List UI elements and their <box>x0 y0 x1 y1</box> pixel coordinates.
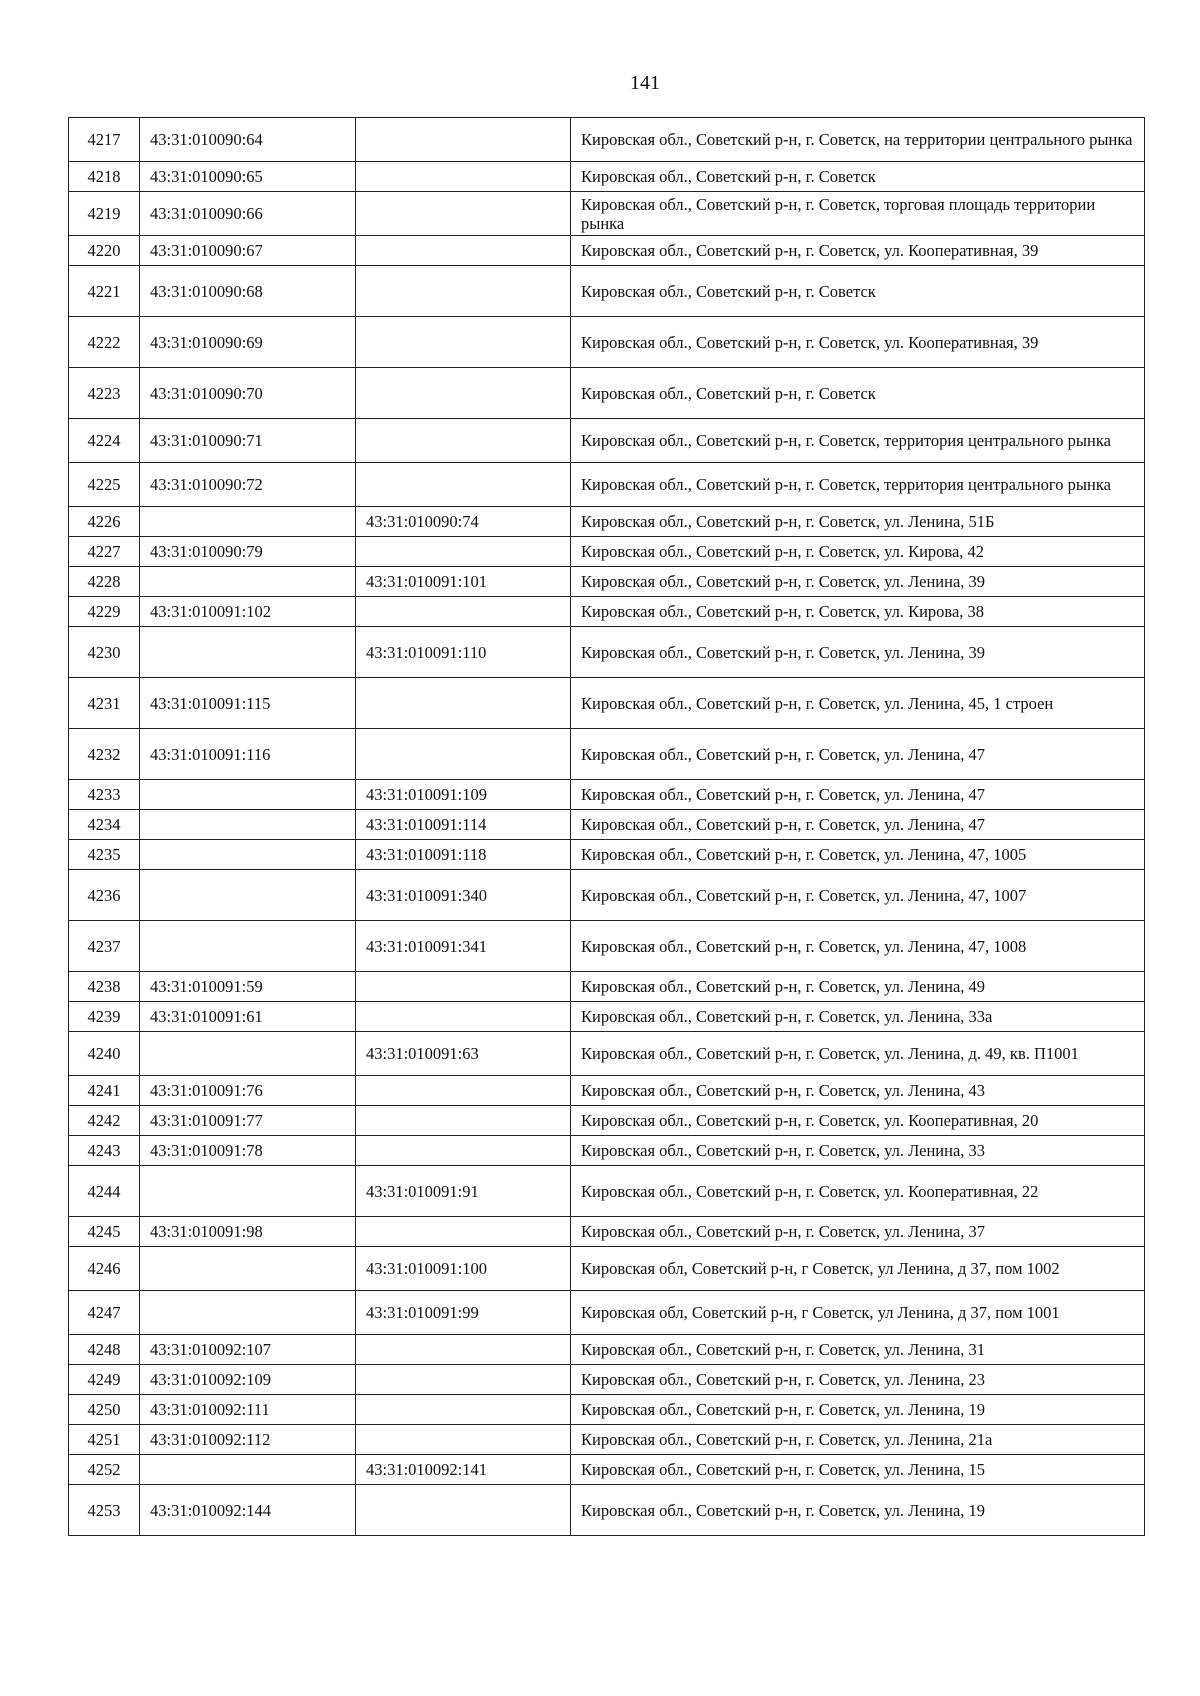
cadastral-number-alt-cell <box>356 1136 571 1166</box>
row-number-cell: 4247 <box>69 1291 140 1335</box>
table-row <box>69 597 1145 627</box>
table-row <box>69 537 1145 567</box>
cadastral-number-alt-cell <box>356 1076 571 1106</box>
table-row <box>69 729 1145 780</box>
cadastral-number-alt-cell <box>356 118 571 162</box>
address-cell: Кировская обл., Советский р-н, г. Советск, ул. Кирова, 38 <box>571 597 1145 627</box>
table-row <box>69 1136 1145 1166</box>
cadastral-number-cell: 43:31:010090:66 <box>140 192 356 236</box>
address-cell: Кировская обл., Советский р-н, г. Советск <box>571 368 1145 419</box>
row-number-cell: 4229 <box>69 597 140 627</box>
cadastral-number-alt-cell <box>356 236 571 266</box>
table-row <box>69 567 1145 597</box>
cadastral-number-alt-cell <box>356 972 571 1002</box>
address-cell: Кировская обл., Советский р-н, г. Советск, ул. Ленина, 47 <box>571 729 1145 780</box>
address-cell: Кировская обл., Советский р-н, г. Советск, на территории центрального рынка <box>571 118 1145 162</box>
table-row <box>69 921 1145 972</box>
table-row <box>69 780 1145 810</box>
cadastral-number-cell <box>140 1032 356 1076</box>
cadastral-number-alt-cell <box>356 678 571 729</box>
table-row <box>69 1365 1145 1395</box>
row-number-cell: 4231 <box>69 678 140 729</box>
address-cell: Кировская обл., Советский р-н, г. Советск, ул. Ленина, 49 <box>571 972 1145 1002</box>
cadastral-number-cell <box>140 567 356 597</box>
row-number-cell: 4246 <box>69 1247 140 1291</box>
table-row <box>69 1217 1145 1247</box>
cadastral-number-cell: 43:31:010091:115 <box>140 678 356 729</box>
cadastral-number-alt-cell: 43:31:010090:74 <box>356 507 571 537</box>
address-cell: Кировская обл., Советский р-н, г. Советск, территория центрального рынка <box>571 419 1145 463</box>
table-row <box>69 678 1145 729</box>
cadastral-number-cell <box>140 1455 356 1485</box>
row-number-cell: 4243 <box>69 1136 140 1166</box>
address-cell: Кировская обл., Советский р-н, г. Советск, ул. Ленина, 15 <box>571 1455 1145 1485</box>
cadastral-number-alt-cell <box>356 1395 571 1425</box>
cadastral-number-alt-cell <box>356 729 571 780</box>
cadastral-number-alt-cell: 43:31:010092:141 <box>356 1455 571 1485</box>
address-cell: Кировская обл., Советский р-н, г. Советск, ул. Ленина, 33а <box>571 1002 1145 1032</box>
table-row <box>69 1455 1145 1485</box>
address-cell: Кировская обл., Советский р-н, г. Советск, ул. Ленина, 47, 1007 <box>571 870 1145 921</box>
table-row <box>69 1247 1145 1291</box>
cadastral-number-alt-cell: 43:31:010091:340 <box>356 870 571 921</box>
cadastral-number-cell: 43:31:010092:111 <box>140 1395 356 1425</box>
table-row <box>69 1291 1145 1335</box>
address-cell: Кировская обл., Советский р-н, г. Советск, ул. Кооперативная, 20 <box>571 1106 1145 1136</box>
table-row <box>69 118 1145 162</box>
table-row <box>69 972 1145 1002</box>
row-number-cell: 4252 <box>69 1455 140 1485</box>
address-cell: Кировская обл., Советский р-н, г. Советск, ул. Ленина, 47 <box>571 810 1145 840</box>
cadastral-number-cell <box>140 1247 356 1291</box>
cadastral-number-cell <box>140 921 356 972</box>
cadastral-number-cell: 43:31:010091:61 <box>140 1002 356 1032</box>
address-cell: Кировская обл., Советский р-н, г. Советск, ул. Ленина, 21а <box>571 1425 1145 1455</box>
address-cell: Кировская обл., Советский р-н, г. Советск <box>571 266 1145 317</box>
address-cell: Кировская обл., Советский р-н, г. Советск, ул. Ленина, 47, 1005 <box>571 840 1145 870</box>
cadastral-number-alt-cell <box>356 1365 571 1395</box>
table-row <box>69 368 1145 419</box>
row-number-cell: 4232 <box>69 729 140 780</box>
cadastral-number-alt-cell <box>356 1106 571 1136</box>
row-number-cell: 4248 <box>69 1335 140 1365</box>
cadastral-number-alt-cell <box>356 317 571 368</box>
cadastral-number-alt-cell <box>356 162 571 192</box>
cadastral-number-alt-cell: 43:31:010091:100 <box>356 1247 571 1291</box>
cadastral-number-alt-cell: 43:31:010091:63 <box>356 1032 571 1076</box>
cadastral-number-cell <box>140 627 356 678</box>
cadastral-number-alt-cell: 43:31:010091:341 <box>356 921 571 972</box>
cadastral-number-cell: 43:31:010091:102 <box>140 597 356 627</box>
row-number-cell: 4226 <box>69 507 140 537</box>
cadastral-number-alt-cell <box>356 266 571 317</box>
cadastral-number-alt-cell: 43:31:010091:110 <box>356 627 571 678</box>
row-number-cell: 4228 <box>69 567 140 597</box>
table-row <box>69 840 1145 870</box>
row-number-cell: 4242 <box>69 1106 140 1136</box>
row-number-cell: 4227 <box>69 537 140 567</box>
row-number-cell: 4239 <box>69 1002 140 1032</box>
row-number-cell: 4240 <box>69 1032 140 1076</box>
row-number-cell: 4241 <box>69 1076 140 1106</box>
cadastral-number-alt-cell <box>356 537 571 567</box>
row-number-cell: 4223 <box>69 368 140 419</box>
cadastral-number-cell: 43:31:010091:116 <box>140 729 356 780</box>
cadastral-number-alt-cell <box>356 1425 571 1455</box>
table-row <box>69 507 1145 537</box>
table-row <box>69 266 1145 317</box>
cadastral-number-alt-cell: 43:31:010091:101 <box>356 567 571 597</box>
cadastral-number-cell: 43:31:010090:71 <box>140 419 356 463</box>
cadastral-number-alt-cell <box>356 597 571 627</box>
address-cell: Кировская обл., Советский р-н, г. Советск, ул. Кооперативная, 39 <box>571 236 1145 266</box>
cadastral-number-alt-cell <box>356 1217 571 1247</box>
cadastral-number-alt-cell: 43:31:010091:114 <box>356 810 571 840</box>
cadastral-number-cell: 43:31:010090:65 <box>140 162 356 192</box>
address-cell: Кировская обл., Советский р-н, г. Советск, ул. Ленина, 45, 1 строен <box>571 678 1145 729</box>
row-number-cell: 4224 <box>69 419 140 463</box>
row-number-cell: 4221 <box>69 266 140 317</box>
address-cell: Кировская обл., Советский р-н, г. Советск, ул. Ленина, 47, 1008 <box>571 921 1145 972</box>
cadastral-number-cell: 43:31:010091:78 <box>140 1136 356 1166</box>
cadastral-number-cell: 43:31:010091:98 <box>140 1217 356 1247</box>
cadastral-number-alt-cell <box>356 1335 571 1365</box>
row-number-cell: 4244 <box>69 1166 140 1217</box>
row-number-cell: 4233 <box>69 780 140 810</box>
address-cell: Кировская обл., Советский р-н, г. Советск <box>571 162 1145 192</box>
cadastral-number-alt-cell <box>356 192 571 236</box>
cadastral-number-cell: 43:31:010092:109 <box>140 1365 356 1395</box>
table-row <box>69 419 1145 463</box>
cadastral-number-cell <box>140 810 356 840</box>
cadastral-number-cell <box>140 1291 356 1335</box>
cadastral-number-cell: 43:31:010090:70 <box>140 368 356 419</box>
cadastral-number-cell: 43:31:010092:107 <box>140 1335 356 1365</box>
table-row <box>69 317 1145 368</box>
cadastral-number-alt-cell: 43:31:010091:99 <box>356 1291 571 1335</box>
page-number: 141 <box>630 72 660 94</box>
address-cell: Кировская обл., Советский р-н, г. Советск, торговая площадь территории рынка <box>571 192 1145 236</box>
address-cell: Кировская обл., Советский р-н, г. Советск, ул. Ленина, 39 <box>571 567 1145 597</box>
cadastral-number-alt-cell <box>356 368 571 419</box>
cadastral-number-alt-cell: 43:31:010091:91 <box>356 1166 571 1217</box>
address-cell: Кировская обл., Советский р-н, г. Советск, ул. Ленина, 33 <box>571 1136 1145 1166</box>
cadastral-number-cell: 43:31:010090:69 <box>140 317 356 368</box>
cadastral-number-cell: 43:31:010091:59 <box>140 972 356 1002</box>
table-row <box>69 1166 1145 1217</box>
table-row <box>69 810 1145 840</box>
address-cell: Кировская обл., Советский р-н, г. Советск, ул. Ленина, 51Б <box>571 507 1145 537</box>
table-row <box>69 1032 1145 1076</box>
row-number-cell: 4253 <box>69 1485 140 1536</box>
row-number-cell: 4249 <box>69 1365 140 1395</box>
row-number-cell: 4218 <box>69 162 140 192</box>
cadastral-number-cell: 43:31:010090:79 <box>140 537 356 567</box>
address-cell: Кировская обл, Советский р-н, г Советск, ул Ленина, д 37, пом 1002 <box>571 1247 1145 1291</box>
cadastral-number-cell <box>140 870 356 921</box>
row-number-cell: 4238 <box>69 972 140 1002</box>
row-number-cell: 4251 <box>69 1425 140 1455</box>
address-cell: Кировская обл., Советский р-н, г. Советск, ул. Ленина, 47 <box>571 780 1145 810</box>
row-number-cell: 4217 <box>69 118 140 162</box>
address-cell: Кировская обл., Советский р-н, г. Советск, ул. Ленина, 37 <box>571 1217 1145 1247</box>
cadastral-number-cell <box>140 1166 356 1217</box>
address-cell: Кировская обл., Советский р-н, г. Советск, ул. Кирова, 42 <box>571 537 1145 567</box>
address-cell: Кировская обл., Советский р-н, г. Советск, ул. Ленина, 23 <box>571 1365 1145 1395</box>
table-row <box>69 162 1145 192</box>
cadastral-number-cell: 43:31:010090:67 <box>140 236 356 266</box>
row-number-cell: 4222 <box>69 317 140 368</box>
registry-table-body <box>69 118 1145 1536</box>
cadastral-number-alt-cell <box>356 1485 571 1536</box>
table-row <box>69 1106 1145 1136</box>
table-row <box>69 192 1145 236</box>
address-cell: Кировская обл., Советский р-н, г. Советск, ул. Кооперативная, 22 <box>571 1166 1145 1217</box>
table-row <box>69 870 1145 921</box>
address-cell: Кировская обл., Советский р-н, г. Советск, ул. Кооперативная, 39 <box>571 317 1145 368</box>
table-row <box>69 1395 1145 1425</box>
table-row <box>69 1335 1145 1365</box>
row-number-cell: 4225 <box>69 463 140 507</box>
cadastral-number-cell <box>140 840 356 870</box>
address-cell: Кировская обл., Советский р-н, г. Советск, ул. Ленина, д. 49, кв. П1001 <box>571 1032 1145 1076</box>
row-number-cell: 4220 <box>69 236 140 266</box>
row-number-cell: 4219 <box>69 192 140 236</box>
row-number-cell: 4235 <box>69 840 140 870</box>
cadastral-number-alt-cell <box>356 1002 571 1032</box>
row-number-cell: 4245 <box>69 1217 140 1247</box>
cadastral-number-cell: 43:31:010091:77 <box>140 1106 356 1136</box>
table-row <box>69 627 1145 678</box>
address-cell: Кировская обл., Советский р-н, г. Советск, территория центрального рынка <box>571 463 1145 507</box>
address-cell: Кировская обл., Советский р-н, г. Советск, ул. Ленина, 19 <box>571 1485 1145 1536</box>
address-cell: Кировская обл, Советский р-н, г Советск, ул Ленина, д 37, пом 1001 <box>571 1291 1145 1335</box>
cadastral-number-alt-cell <box>356 463 571 507</box>
cadastral-number-cell: 43:31:010092:144 <box>140 1485 356 1536</box>
address-cell: Кировская обл., Советский р-н, г. Советск, ул. Ленина, 31 <box>571 1335 1145 1365</box>
cadastral-number-cell <box>140 507 356 537</box>
cadastral-number-cell: 43:31:010091:76 <box>140 1076 356 1106</box>
row-number-cell: 4230 <box>69 627 140 678</box>
row-number-cell: 4234 <box>69 810 140 840</box>
address-cell: Кировская обл., Советский р-н, г. Советск, ул. Ленина, 43 <box>571 1076 1145 1106</box>
registry-table <box>68 117 1145 1536</box>
address-cell: Кировская обл., Советский р-н, г. Советск, ул. Ленина, 19 <box>571 1395 1145 1425</box>
cadastral-number-cell: 43:31:010090:64 <box>140 118 356 162</box>
row-number-cell: 4237 <box>69 921 140 972</box>
table-row <box>69 463 1145 507</box>
cadastral-number-alt-cell: 43:31:010091:109 <box>356 780 571 810</box>
row-number-cell: 4236 <box>69 870 140 921</box>
cadastral-number-alt-cell: 43:31:010091:118 <box>356 840 571 870</box>
table-row <box>69 1002 1145 1032</box>
table-row <box>69 1425 1145 1455</box>
cadastral-number-cell: 43:31:010090:72 <box>140 463 356 507</box>
cadastral-number-cell <box>140 780 356 810</box>
cadastral-number-cell: 43:31:010092:112 <box>140 1425 356 1455</box>
table-row <box>69 1485 1145 1536</box>
address-cell: Кировская обл., Советский р-н, г. Советск, ул. Ленина, 39 <box>571 627 1145 678</box>
cadastral-number-alt-cell <box>356 419 571 463</box>
table-row <box>69 1076 1145 1106</box>
row-number-cell: 4250 <box>69 1395 140 1425</box>
cadastral-number-cell: 43:31:010090:68 <box>140 266 356 317</box>
table-row <box>69 236 1145 266</box>
